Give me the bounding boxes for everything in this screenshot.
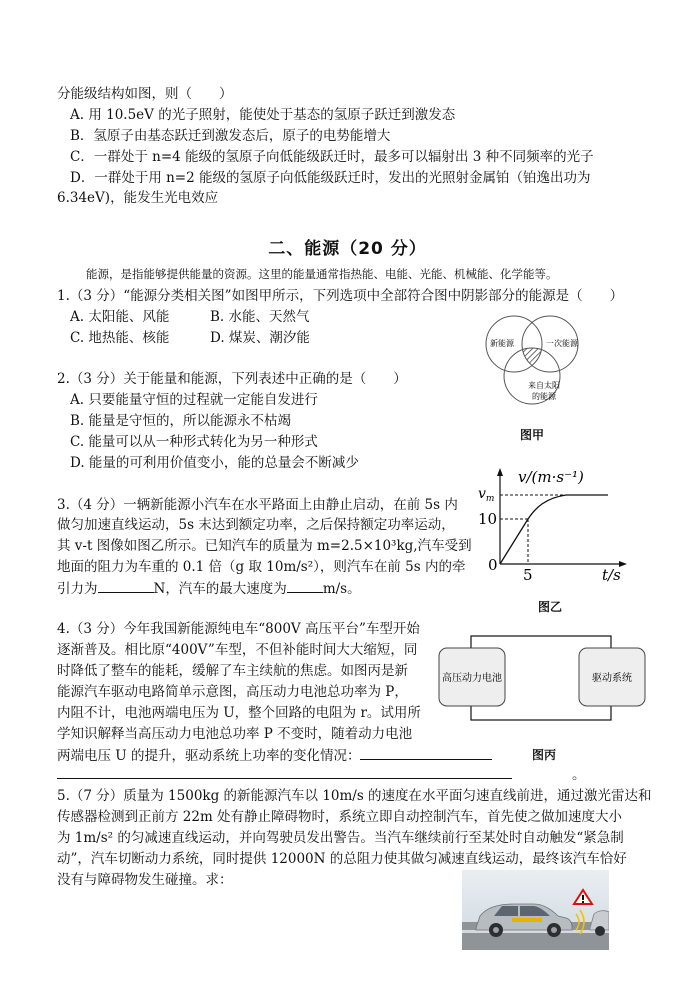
q4-line8 — [57, 765, 586, 784]
q5-line3: 为 1m/s² 的匀减速直线运动，并向驾驶员发出警告。当汽车继续前行至某处时自动触发“紧急制 — [57, 830, 624, 846]
drive-system-label: 驱动系统 — [592, 673, 632, 684]
circuit-diagram — [435, 628, 650, 728]
q3-line4: 地面的阻力为车重的 0.1 倍（g 取 10m/s²），则汽车在前 5s 内的牵 — [57, 559, 466, 575]
q2-option-d: D. 能量的可利用价值变小，能的总量会不断减少 — [70, 455, 359, 471]
q3-text-c: m/s。 — [322, 581, 361, 597]
option-d-line2: 6.34eV)，能发生光电效应 — [57, 190, 219, 206]
q3-text-b: N，汽车的最大速度为 — [153, 581, 287, 597]
venn-label-solar-1: 来自太阳 — [528, 381, 560, 390]
y-tick-10: 10 — [478, 510, 498, 528]
q5-line4: 动”，汽车切断动力系统，同时提供 12000N 的总阻力使其做匀减速直线运动，最终该汽车恰好 — [57, 851, 627, 867]
q3-text-a: 引力为 — [57, 581, 98, 597]
vm-label: $v_m$ — [478, 486, 495, 504]
q1-option-a: A. 太阳能、风能 — [70, 309, 170, 325]
figure-caption-yi: 图乙 — [538, 600, 563, 614]
q3-line5 — [57, 579, 361, 598]
origin-label: 0 — [488, 556, 498, 574]
option-b: B．氢原子由基态跃迁到激发态后，原子的电势能增大 — [70, 128, 391, 144]
figure-caption-bing: 图丙 — [532, 748, 557, 762]
q4-line3: 时降低了整车的能耗，缓解了车主续航的焦虑。如图丙是新 — [57, 663, 408, 679]
q4-line7 — [57, 746, 492, 765]
q3-line3: 其 v-t 图像如图乙所示。已知汽车的质量为 m=2.5×10³kg,汽车受到 — [57, 538, 472, 554]
q5-line2: 传感器检测到正前方 22m 处有静止障碍物时，系统立即自动控制汽车，首先使之做加速度大小 — [57, 809, 623, 825]
q2-option-b: B. 能量是守恒的，所以能源永不枯竭 — [70, 413, 292, 429]
velocity-curve — [500, 495, 608, 564]
vt-graph — [470, 462, 640, 587]
battery-label: 高压动力电池 — [442, 673, 502, 684]
q1-option-d: D. 煤炭、潮汐能 — [210, 330, 310, 346]
q2-stem: 2.（3 分）关于能量和能源，下列表述中正确的是（ ） — [57, 371, 407, 387]
venn-diagram — [478, 312, 588, 414]
answer-blank-q4-a[interactable] — [360, 746, 492, 760]
q2-option-a: A. 只要能量守恒的过程就一定能自发进行 — [70, 392, 318, 408]
option-d-line1: D．一群处于用 n=2 能级的氢原子向低能级跃迁时，发出的光照射金属铂（铂逸出功为 — [70, 170, 591, 186]
section-title: 二、能源（20 分） — [268, 239, 427, 259]
car-braking-image — [462, 870, 609, 950]
q4-line5: 内阻不计，电池两端电压为 U，整个回路的电阻为 r。试用所 — [57, 705, 421, 721]
q2-option-c: C. 能量可以从一种形式转化为另一种形式 — [70, 434, 318, 450]
q4-line6: 学知识解释当高压动力电池总功率 P 不变时，随着动力电池 — [57, 726, 413, 742]
x-axis-label: t/s — [602, 566, 621, 584]
q1-stem: 1.（3 分）“能源分类相关图”如图甲所示，下列选项中全部符合图中阴影部分的能源是（ ） — [57, 288, 624, 304]
venn-label-primary: 一次能源 — [546, 339, 578, 348]
q5-line1: 5.（7 分）质量为 1500kg 的新能源汽车以 10m/s 的速度在水平面匀速直线前进，通过激光雷达和 — [57, 788, 652, 804]
q5-line5: 没有与障碍物发生碰撞。求： — [57, 872, 233, 888]
y-axis-arrow — [497, 468, 503, 476]
answer-blank-max-speed[interactable] — [287, 579, 323, 593]
venn-label-solar-2: 的能源 — [532, 392, 556, 401]
q4-line4: 能源汽车驱动电路简单示意图，高压动力电池总功率为 P， — [57, 684, 408, 700]
answer-blank-force[interactable] — [98, 579, 154, 593]
figure-caption-jia: 图甲 — [520, 428, 545, 442]
q4-text: 两端电压 U 的提升，驱动系统上功率的变化情况： — [57, 748, 361, 764]
q1-option-b: B. 水能、天然气 — [210, 309, 310, 325]
answer-blank-q4-b[interactable] — [57, 765, 512, 779]
q1-option-c: C. 地热能、核能 — [70, 330, 170, 346]
venn-label-new: 新能源 — [490, 339, 514, 348]
y-axis-label: v/(m·s⁻¹) — [518, 468, 584, 486]
q4-line1: 4.（3 分）今年我国新能源纯电车“800V 高压平台”车型开始 — [57, 621, 420, 637]
section-intro: 能源，是指能够提供能量的资源。这里的能量通常指热能、电能、光能、机械能、化学能等。 — [86, 267, 558, 281]
x-tick-5: 5 — [523, 566, 533, 584]
question-stem-tail: 分能级结构如图，则（ ） — [57, 86, 233, 102]
q3-line1: 3.（4 分）一辆新能源小汽车在水平路面上由静止启动，在前 5s 内 — [57, 497, 458, 513]
q4-end: 。 — [572, 767, 586, 783]
option-c: C．一群处于 n=4 能级的氢原子向低能级跃迁时，最多可以辐射出 3 种不同频率的光子 — [70, 149, 594, 165]
q3-line2: 做匀加速直线运动，5s 末达到额定功率，之后保持额定功率运动， — [57, 517, 455, 533]
q4-line2: 逐渐普及。相比原“400V”车型，不但补能时间大大缩短，同 — [57, 642, 418, 658]
option-a: A. 用 10.5eV 的光子照射，能使处于基态的氢原子跃迁到激发态 — [70, 107, 456, 123]
